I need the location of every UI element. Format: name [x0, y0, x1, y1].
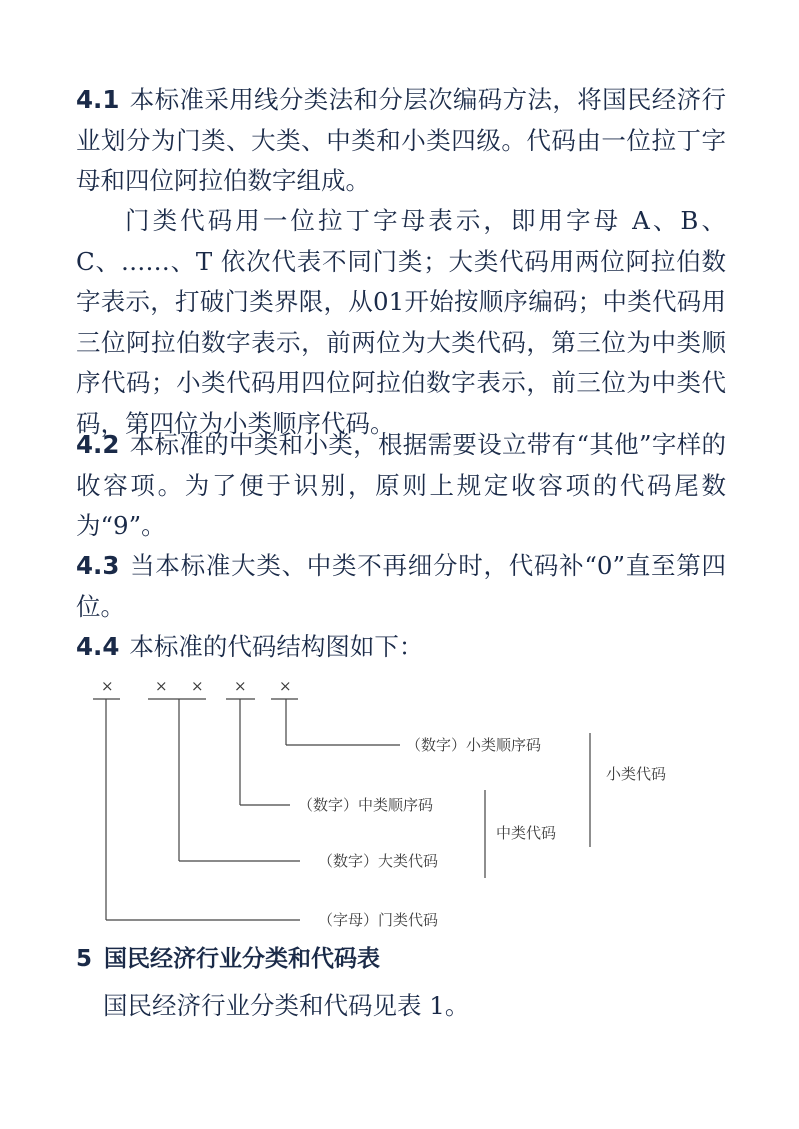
section-number: 4.1 — [76, 85, 120, 114]
code-mark-4: × — [234, 677, 247, 695]
section-4-2-text: 本标准的中类和小类，根据需要设立带有“其他”字样的收容项。为了便于识别，原则上规定收容项的代码尾数为“9”。 — [76, 430, 726, 540]
label-mid-seq: （数字）中类顺序码 — [298, 796, 434, 814]
code-mark-1: × — [101, 677, 114, 695]
label-big-code: （数字）大类代码 — [318, 852, 439, 870]
code-mark-5: × — [279, 677, 292, 695]
label-small-code: 小类代码 — [606, 765, 667, 783]
section-5-text: 国民经济行业分类和代码见表 1。 — [103, 991, 470, 1020]
section-4-2 — [76, 425, 726, 547]
section-4-1-paragraph-2: 门类代码用一位拉丁字母表示，即用字母 A、B、C、……、T 依次代表不同门类；大类代码用两位阿拉伯数字表示，打破门类界限，从01开始按顺序编码；中类代码用三位阿拉伯数字表示，前两位为大类代码，第三位为中类顺序代码；小类代码用四位阿拉伯数字表示，前三位为中类代码，第四位为小类顺序代码。 — [76, 206, 726, 438]
section-5-title: 国民经济行业分类和代码表 — [104, 946, 381, 972]
section-4-1-text: 本标准采用线分类法和分层次编码方法，将国民经济行业划分为门类、大类、中类和小类四级。代码由一位拉丁字母和四位阿拉伯数字组成。 — [76, 85, 726, 195]
section-4-1 — [76, 80, 726, 202]
section-number: 4.4 — [76, 632, 120, 661]
code-mark-3: × — [191, 677, 204, 695]
label-mid-code: 中类代码 — [496, 824, 557, 842]
section-4-3 — [76, 546, 726, 627]
section-5-heading — [76, 940, 380, 978]
code-structure-diagram — [0, 665, 799, 935]
section-4-3-text: 当本标准大类、中类不再细分时，代码补“0”直至第四位。 — [76, 551, 726, 621]
label-small-seq: （数字）小类顺序码 — [406, 736, 542, 754]
section-number: 5 — [76, 946, 93, 972]
section-number: 4.2 — [76, 430, 120, 459]
section-number: 4.3 — [76, 551, 120, 580]
label-door-code: （字母）门类代码 — [318, 911, 439, 929]
section-4-4 — [76, 627, 726, 668]
code-mark-2: × — [155, 677, 168, 695]
section-4-4-text: 本标准的代码结构图如下： — [129, 632, 424, 661]
